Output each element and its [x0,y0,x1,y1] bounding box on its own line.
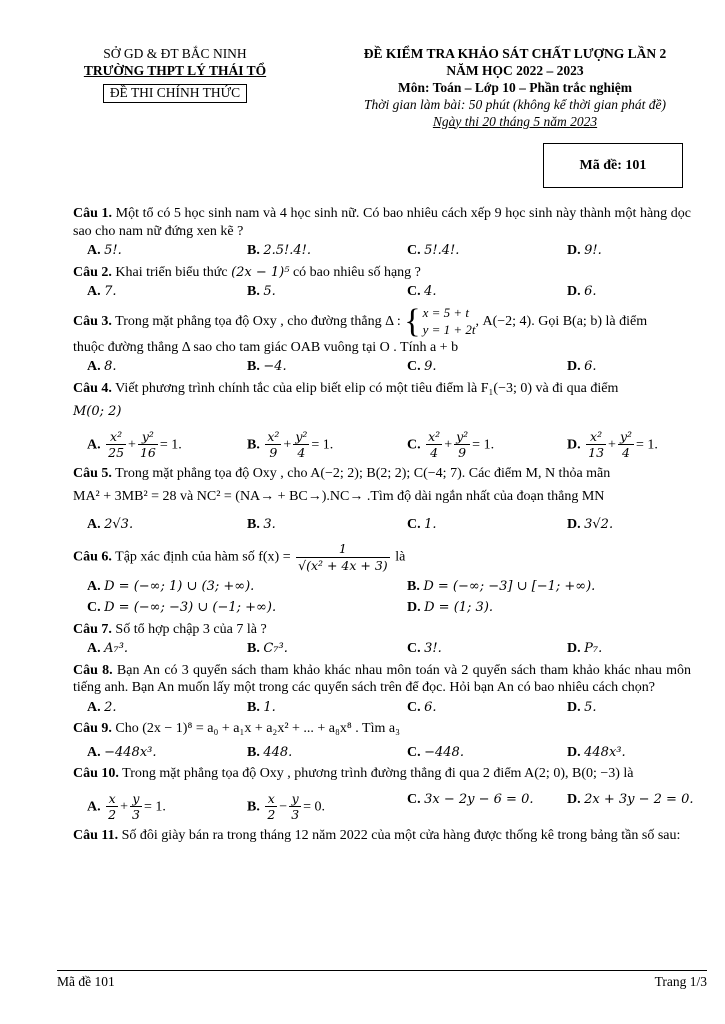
school-header [60,46,290,103]
option-a[interactable]: A. 2√3. [87,516,134,532]
option-a[interactable]: A. 8. [87,359,117,374]
question-list [73,205,694,844]
option-b[interactable]: B. C₇³. [247,641,288,656]
options-4 [73,429,691,461]
option-d[interactable]: D. 6. [567,284,597,299]
option-a[interactable]: A. $\frac{\text{x²}}{25}$ + $\frac{\text{y²}}{16}$ = 1. [87,428,182,461]
option-c[interactable]: C. 5!.4!. [407,243,460,258]
options-9 [73,744,691,762]
option-c[interactable]: C. 1. [407,516,437,532]
option-d[interactable]: D. 5. [567,699,597,715]
options-2 [73,283,691,301]
option-a[interactable]: A. 7. [87,284,117,299]
page-number: Trang 1/3 [654,974,707,989]
footer-exam-code: Mã đề 101 [57,974,115,989]
options-6-row2 [73,599,691,617]
question-label: Câu 10. [73,766,119,781]
option-a[interactable]: A. −448x³. [87,744,157,760]
question-label: Câu 3. [73,313,112,329]
exam-date: Ngày thi 20 tháng 5 năm 2023 [432,113,598,129]
option-c[interactable]: C. D = (−∞; −3) ∪ (−1; +∞). [87,600,277,615]
question-3-cont: thuộc đường thẳng Δ sao cho tam giác OAB vuông tại O . Tính a + b [73,339,459,355]
question-label: Câu 5. [73,465,112,481]
duration: Thời gian làm bài: 50 phút (không kể thời gian phát đề) [363,96,666,112]
option-d[interactable]: D. 6. [567,359,597,374]
question-label: Câu 11. [73,827,119,843]
option-d[interactable]: D. 448x³. [567,744,626,760]
question-label: Câu 6. [73,549,112,565]
department-name: SỞ GD & ĐT BẮC NINH [103,46,247,61]
question-label: Câu 8. [73,662,113,678]
subject: Môn: Toán – Lớp 10 – Phần trắc nghiệm [397,79,632,95]
question-text: Một tổ có 5 học sinh nam và 4 học sinh nữ. Có bao nhiêu cách xếp 9 học sinh này thành một hàng dọc sao cho nam nữ đứng xen kẽ ? [73,206,691,239]
question-1 [73,205,691,240]
question-label: Câu 4. [73,380,112,396]
question-label: Câu 1. [73,206,113,221]
option-d[interactable]: D. D = (1; 3). [407,600,494,615]
option-c[interactable]: C. −448. [407,744,464,760]
question-2: Câu 2. Khai triển biểu thức (2x − 1)⁵ có bao nhiêu số hạng ? [73,264,421,280]
option-d[interactable]: D. P₇. [567,641,603,656]
question-8: Câu 8. Bạn An có 3 quyển sách tham khảo khác nhau môn toán và 2 quyển sách tham khảo khác nhau môn tiếng anh. Bạn An muốn lấy một trong các quyển sách trên để đọc. Hỏi bạn An có bao nhiêu cách chọn? [73,662,692,695]
option-a[interactable]: A. 2. [87,699,117,715]
option-b[interactable]: B. 3. [247,516,276,532]
function-fraction: $\frac{1}{\text{√(x² + 4x + 3)}}$ [298,541,388,573]
school-name: TRƯỜNG THPT LÝ THÁI TỔ [83,62,267,78]
option-a[interactable]: A. $\frac{x}{2}$ + $\frac{y}{3}$ = 1. [87,790,166,823]
option-a[interactable]: A. D = (−∞; 1) ∪ (3; +∞). [87,578,255,594]
exam-title: ĐỀ KIỂM TRA KHẢO SÁT CHẤT LƯỢNG LẦN 2 [363,46,667,61]
line-system: { x = 5 + t y = 1 + 2t [404,302,476,340]
options-7 [73,640,691,658]
option-c[interactable]: C. 9. [407,359,437,374]
option-b[interactable]: B. $\frac{x}{2}$ − $\frac{y}{3}$ = 0. [247,790,326,823]
question-4-cont: M(0; 2) [73,404,122,419]
question-7: Câu 7. Số tổ hợp chập 3 của 7 là ? [73,621,267,637]
option-a[interactable]: A. 5!. [87,243,122,258]
question-10: Câu 10. Trong mặt phẳng tọa độ Oxy , phương trình đường thẳng đi qua 2 điểm A(2; 0), B(0; −3) là [73,766,634,781]
option-b[interactable]: B. 2.5!.4!. [247,243,312,258]
question-6: Câu 6. Tập xác định của hàm số f(x) = $\frac{1}{\text{√(x² + 4x + 3)}}$ là [73,541,406,573]
expression: (2x − 1)⁵ [231,264,290,280]
options-3 [73,358,691,376]
option-c[interactable]: C. 3x − 2y − 6 = 0. [407,791,534,807]
options-10 [73,790,694,823]
option-d[interactable]: D. $\frac{\text{x²}}{13}$ + $\frac{\text{y²}}{4}$ = 1. [567,428,658,461]
exam-header [330,46,700,130]
option-c[interactable]: C. 3!. [407,641,442,656]
question-9: Câu 9. Cho (2x − 1)⁸ = a₀ + a₁x + a₂x² + ... + a₈x⁸ . Tìm a₃ [73,721,400,736]
question-label: Câu 2. [73,264,112,280]
option-c[interactable]: C. 6. [407,699,437,715]
options-8 [73,699,691,717]
option-b[interactable]: B. 1. [247,699,276,715]
question-5: Câu 5. Trong mặt phẳng tọa độ Oxy , cho A(−2; 2); B(2; 2); C(−4; 7). Các điểm M, N thỏa mãn [73,465,611,481]
page-footer [57,970,707,991]
options-6-row1 [73,578,691,596]
option-d[interactable]: D. 9!. [567,243,602,258]
question-3: Câu 3. Trong mặt phẳng tọa độ Oxy , cho đường thẳng Δ : { x = 5 + t y = 1 + 2t , A(−2; 4). Gọi B(a; b) là điểm [73,302,648,340]
question-label: Câu 9. [73,721,112,736]
option-a[interactable]: A. A₇³. [87,641,129,656]
option-b[interactable]: B. $\frac{\text{x²}}{9}$ + $\frac{\text{y²}}{4}$ = 1. [247,428,334,461]
question-5-cont: MA² + 3MB² = 28 và NC² = (NA→ + BC→).NC→ .Tìm độ dài ngắn nhất của đoạn thẳng MN [73,489,605,505]
option-d[interactable]: D. 3√2. [567,516,614,532]
option-b[interactable]: B. 5. [247,284,276,299]
option-b[interactable]: B. D = (−∞; −3] ∪ [−1; +∞). [407,578,596,594]
exam-code-box: Mã đề: 101 [543,143,683,188]
option-b[interactable]: B. 448. [247,744,293,760]
question-4: Câu 4. Viết phương trình chính tắc của elip biết elip có một tiêu điểm là F₁(−3; 0) và đi qua điểm [73,380,619,396]
option-d[interactable]: D. 2x + 3y − 2 = 0. [567,791,694,807]
question-11: Câu 11. Số đôi giày bán ra trong tháng 12 năm 2022 của một cửa hàng được thống kê trong bảng tần số sau: [73,827,681,843]
options-1 [73,242,691,260]
option-b[interactable]: B. −4. [247,359,287,374]
option-c[interactable]: C. 4. [407,284,437,299]
option-c[interactable]: C. $\frac{\text{x²}}{4}$ + $\frac{\text{y²}}{9}$ = 1. [407,428,495,461]
school-year: NĂM HỌC 2022 – 2023 [446,62,584,78]
options-5 [73,516,691,534]
question-label: Câu 7. [73,621,112,637]
official-exam-label: ĐỀ THI CHÍNH THỨC [103,84,247,103]
